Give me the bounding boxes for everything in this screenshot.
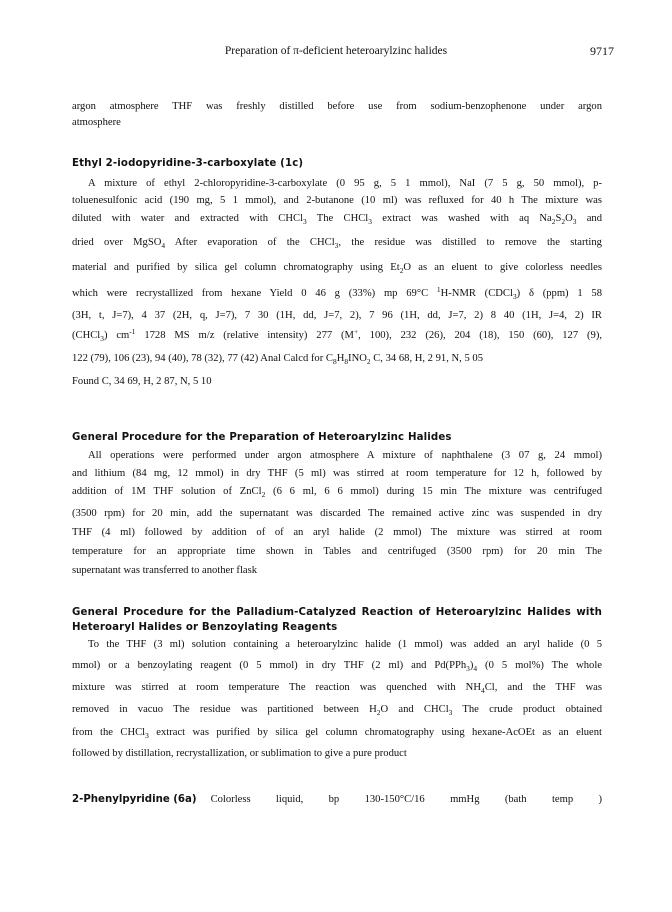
compound-6a-description: Colorless liquid, bp 130-150°C/16 mmHg (bath temp ) <box>210 794 602 805</box>
para-general-line-1: All operations were performed under argon atmosphere A mixture of naphthalene (3 07 g, 24 mmol) <box>88 450 602 461</box>
para-pd-line-5: from the CHCl$_3$ extract was purified by silica gel column chromatography using hexane-AcOEt as an eluent <box>72 727 602 740</box>
intro-line-2: atmosphere <box>72 117 121 128</box>
para-general-line-2: and lithium (84 mg, 12 mmol) in dry THF (5 ml) was stirred at room temperature for 12 h, followed by <box>72 468 602 479</box>
page-number: 9717 <box>590 44 614 58</box>
para-1c-line-3: diluted with water and extracted with CHCl$_3$ The CHCl$_3$ extract was washed with aq $Na_2S_2O_3$ and <box>72 213 602 226</box>
para-1c-line-9: 122 (79), 106 (23), 94 (40), 78 (32), 77 (42) Anal Calcd for $C_8H_8INO_2$ C, 34 68, H, 2 91, N, 5 05 <box>72 353 484 366</box>
para-1c-line-5: material and purified by silica gel column chromatography using $Et_2O$ as an eluent to give colorless needles <box>72 262 602 275</box>
section-heading-general: General Procedure for the Preparation of Heteroarylzinc Halides <box>72 432 452 443</box>
section-heading-pd-1: General Procedure for the Palladium-Catalyzed Reaction of Heteroarylzinc Halides with <box>72 607 602 618</box>
para-general-line-4: (3500 rpm) for 20 min, add the supernatant was discarded The remained active zinc was suspended in dry <box>72 508 602 519</box>
para-pd-line-3: mixture was stirred at room temperature The reaction was quenched with $NH_4Cl$, and the THF was <box>72 682 602 695</box>
section-heading-1c: Ethyl 2-iodopyridine-3-carboxylate (1c) <box>72 158 304 169</box>
compound-6a-line <box>72 792 602 807</box>
para-1c-line-10: Found C, 34 69, H, 2 87, N, 5 10 <box>72 376 212 387</box>
para-pd-line-4: removed in vacuo The residue was partitioned between $H_2O$ and CHCl$_3$ The crude product obtained <box>72 704 602 717</box>
section-heading-pd-2: Heteroaryl Halides or Benzoylating Reagents <box>72 622 338 633</box>
para-general-line-7: supernatant was transferred to another flask <box>72 565 258 576</box>
para-1c-line-8: (CHCl$_3$) $cm^{-1}$ 1728 MS m/z (relative intensity) 277 (M+, 100), 232 (26), 204 (18), 150 (60), 127 (9), <box>72 327 602 343</box>
para-pd-line-1: To the THF (3 ml) solution containing a heteroarylzinc halide (1 mmol) was added an aryl halide (0 5 <box>88 639 602 650</box>
para-1c-line-6: which were recrystallized from hexane Yield 0 46 g (33%) mp 69°C $^1$H-NMR (CDCl$_3$) δ (ppm) 1 58 <box>72 285 602 301</box>
para-pd-line-2: mmol) or a benzoylating reagent (0 5 mmol) in dry THF (2 ml) and $Pd(PPh_3)_4$ (0 5 mol%) The whole <box>72 660 602 673</box>
para-general-line-3: addition of 1M THF solution of ZnCl$_2$ (6 6 ml, 6 6 mmol) during 15 min The mixture was centrifuged <box>72 486 602 499</box>
para-general-line-6: temperature for an appropriate time shown in Tables and centrifuged (3500 rpm) for 20 min The <box>72 546 602 557</box>
para-pd-line-6: followed by distillation, recrystallization, or sublimation to give a pure product <box>72 748 407 759</box>
para-1c-line-4: dried over MgSO$_4$ After evaporation of the CHCl$_3$, the residue was distilled to remove the starting <box>72 237 602 250</box>
para-1c-line-1: A mixture of ethyl 2-chloropyridine-3-carboxylate (0 95 g, 5 1 mmol), NaI (7 5 g, 50 mmol), p- <box>88 178 602 189</box>
para-general-line-5: THF (4 ml) followed by addition of of an aryl halide (2 mmol) The mixture was stirred at room <box>72 527 602 538</box>
para-1c-line-2: toluenesulfonic acid (190 mg, 5 1 mmol), and 2-butanone (10 ml) was refluxed for 40 h The mixture was <box>72 195 602 206</box>
para-1c-line-7: (3H, t, J=7), 4 37 (2H, q, J=7), 7 30 (1H, dd, J=7, 2), 7 96 (1H, dd, J=7, 2) 8 40 (1H, J=4, 2) IR <box>72 310 602 321</box>
running-title: Preparation of π-deficient heteroarylzinc halides <box>224 45 448 57</box>
compound-6a-name: 2-Phenylpyridine (6a) <box>72 794 197 805</box>
intro-line-1: argon atmosphere THF was freshly distilled before use from sodium-benzophenone under argon <box>72 101 602 112</box>
